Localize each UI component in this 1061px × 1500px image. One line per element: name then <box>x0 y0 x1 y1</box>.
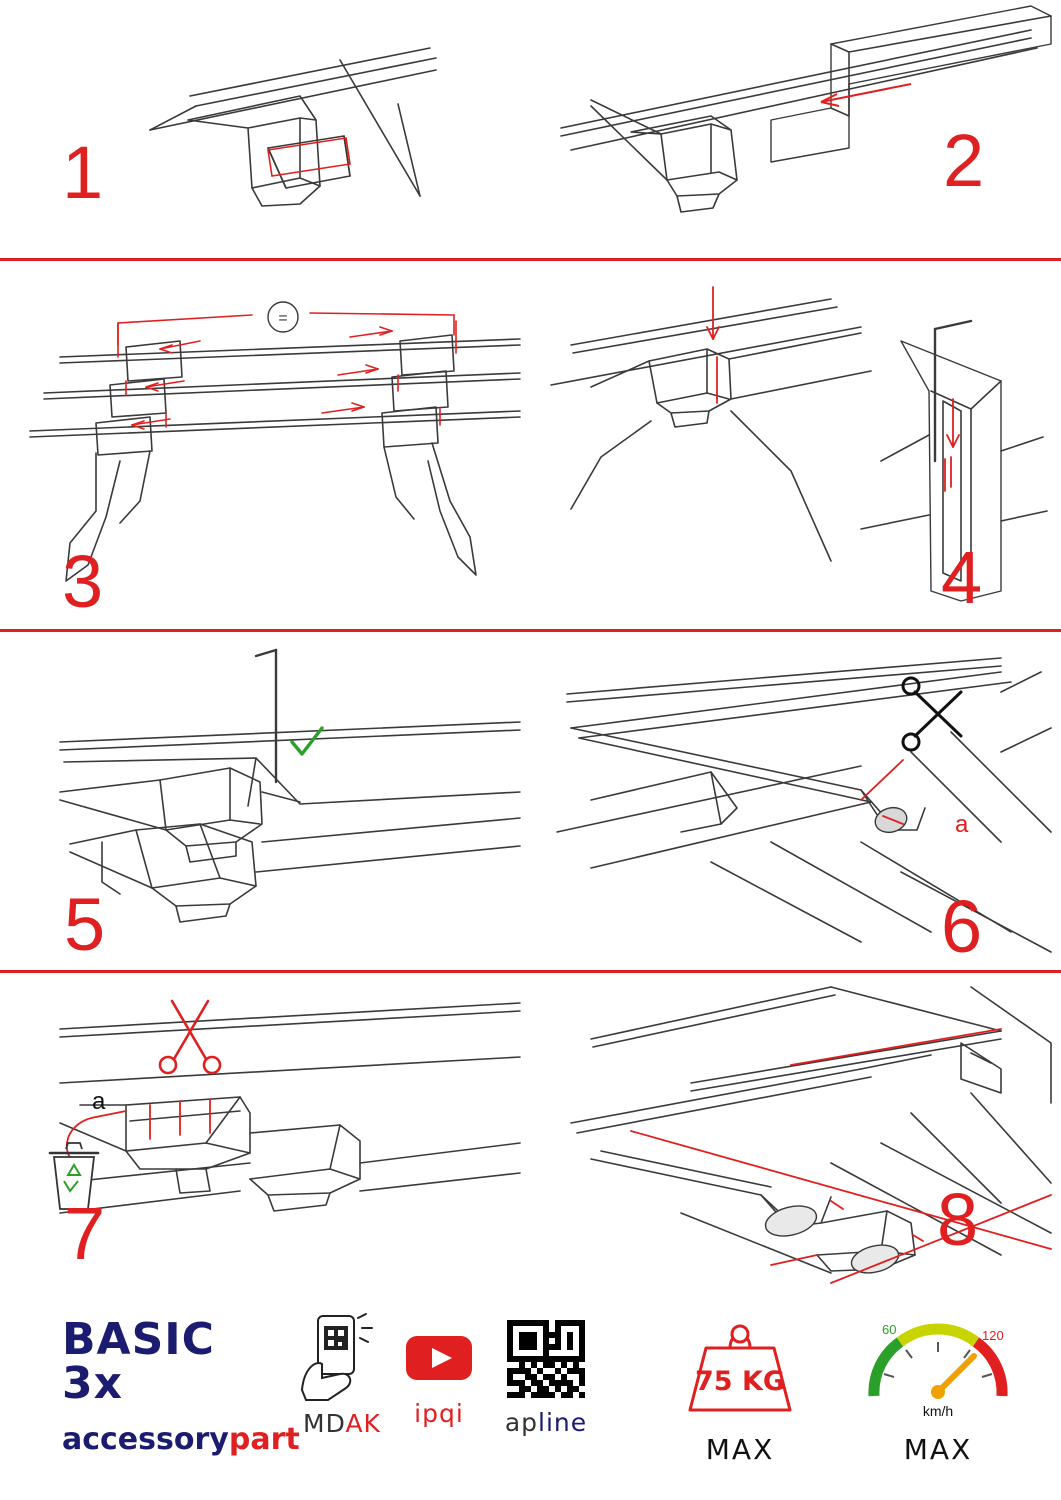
logo-mdak-label-b: AK <box>345 1409 381 1438</box>
label-a-step7: a <box>92 1088 106 1115</box>
step-panel-3 <box>0 261 530 629</box>
youtube-icon <box>392 1328 486 1386</box>
label-a-step6: a <box>955 811 969 838</box>
step-number-3: 3 <box>62 540 102 623</box>
max-load-value: 75 KG <box>694 1366 786 1397</box>
logo-apline-caption <box>486 1408 606 1437</box>
max-speed-caption: MAX <box>903 1433 973 1466</box>
step-number-2: 2 <box>943 119 983 202</box>
footer <box>0 1290 1061 1500</box>
step-panel-6 <box>531 632 1061 970</box>
brand-title-suffix: x <box>93 1358 124 1409</box>
step-panel-8 <box>531 973 1061 1290</box>
step-panel-4 <box>531 261 1061 629</box>
step-panel-5 <box>0 632 530 970</box>
logo-apline[interactable] <box>486 1320 606 1437</box>
logo-ipqi-caption <box>392 1399 486 1428</box>
speed-tick-60: 60 <box>882 1322 897 1337</box>
logo-ipqi-label: ipqi <box>414 1399 464 1428</box>
max-speed-block <box>848 1300 1028 1466</box>
qr-code-icon[interactable] <box>507 1320 585 1398</box>
step-8-illustration <box>531 973 1061 1290</box>
scissors-icon <box>903 678 961 750</box>
brand-title-text: BASIC 3 <box>62 1314 215 1409</box>
logo-apline-label-a: ap <box>504 1408 539 1437</box>
brand-title <box>62 1314 292 1409</box>
weight-icon <box>640 1304 840 1424</box>
step-panel-1 <box>0 0 530 258</box>
speed-tick-120: 120 <box>982 1328 1004 1343</box>
brand-sub-right: part <box>228 1422 300 1457</box>
speedometer-icon <box>848 1300 1028 1424</box>
step-number-7: 7 <box>64 1192 104 1275</box>
logo-apline-label-b: line <box>538 1408 588 1437</box>
step-number-6: 6 <box>941 885 981 968</box>
step-number-8: 8 <box>937 1178 977 1261</box>
brand-block <box>62 1314 300 1457</box>
logo-ipqi[interactable] <box>392 1328 486 1428</box>
step-6-illustration <box>531 632 1061 970</box>
equal-marker: = <box>278 310 288 327</box>
step-number-1: 1 <box>62 131 102 214</box>
brand-sub-left: accessory <box>62 1422 229 1457</box>
step-panel-2 <box>531 0 1061 258</box>
speed-unit: km/h <box>922 1403 954 1419</box>
logo-mdak <box>292 1312 392 1438</box>
max-load-caption: MAX <box>705 1433 775 1466</box>
max-load-block <box>640 1304 840 1466</box>
step-1-illustration <box>0 0 530 258</box>
brand-subtitle <box>62 1422 300 1457</box>
hand-phone-qr-icon <box>292 1312 392 1404</box>
step-number-4: 4 <box>941 536 981 619</box>
scissors-icon-step7 <box>160 1001 220 1073</box>
logo-mdak-label-a: MD <box>303 1409 346 1438</box>
step-number-5: 5 <box>64 883 104 966</box>
step-4-illustration <box>531 261 1061 629</box>
logo-mdak-caption <box>292 1409 392 1438</box>
step-panel-7 <box>0 973 530 1290</box>
